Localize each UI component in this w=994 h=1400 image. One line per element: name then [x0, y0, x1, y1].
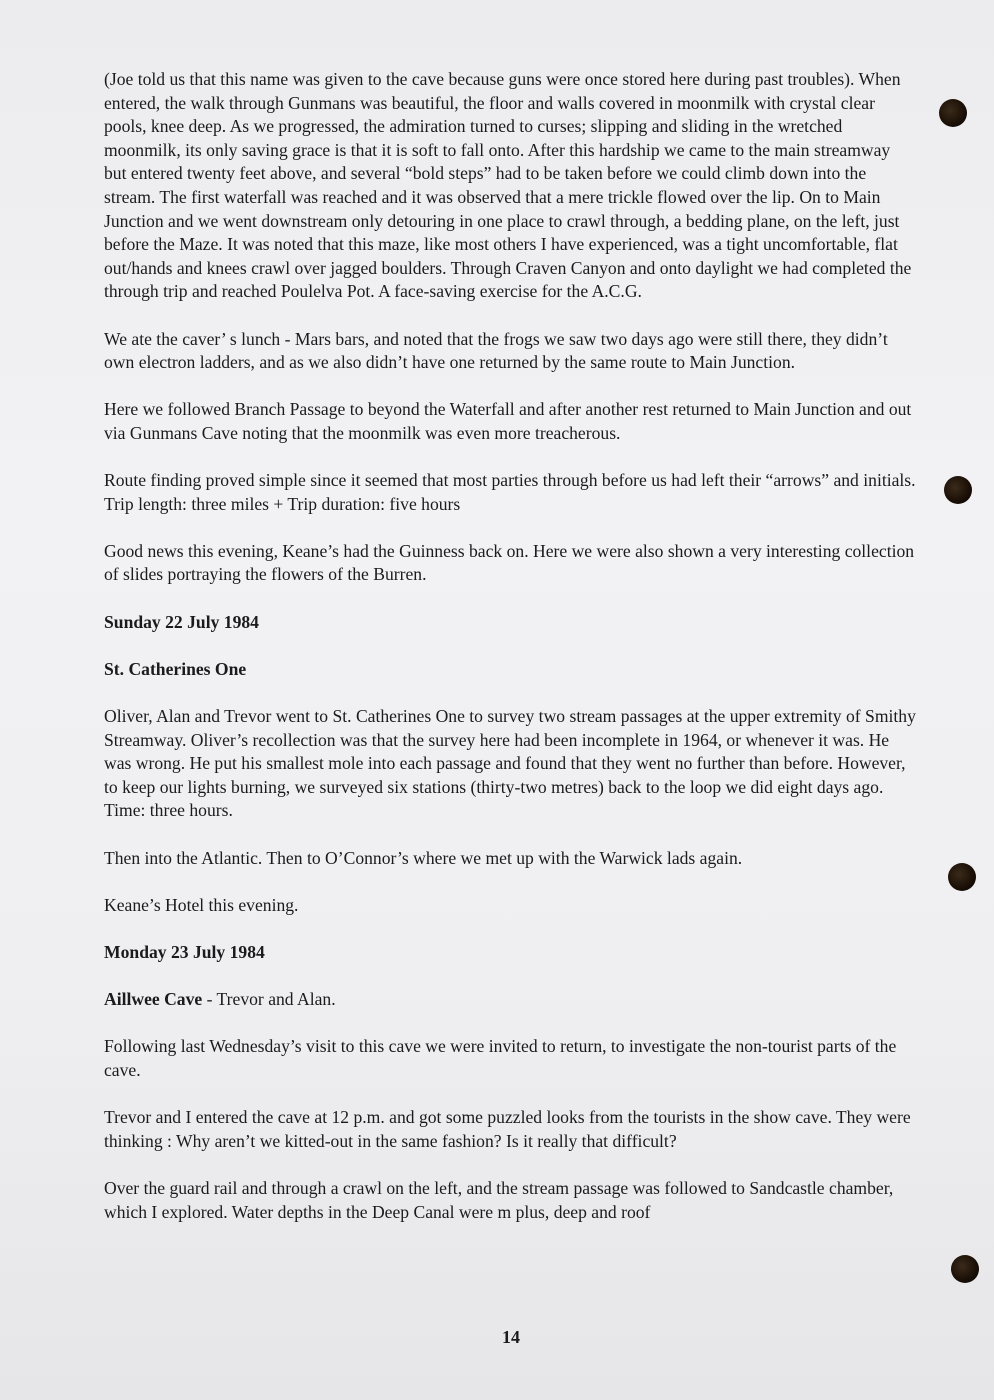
punch-hole	[951, 1255, 979, 1283]
paragraph-gunmans-cave: (Joe told us that this name was given to the cave because guns were once stored here during past troubles). When entered, the walk through Gunmans was beautiful, the floor and walls covered in moonmilk with crystal clear pools, knee deep. As we progressed, the admiration turned to curses; slipping and sliding in the wretched moonmilk, its only saving grace is that it is soft to fall onto. After this hardship we came to the main streamway but entered twenty feet above, and several “bold steps” had to be taken before we could climb down into the stream. The first waterfall was reached and it was observed that a mere trickle flowed over the lip. On to Main Junction and we went downstream only detouring in one place to crawl through, a bedding plane, on the left, just before the Maze. It was noted that this maze, like most others I have experienced, was a tight uncomfortable, flat out/hands and knees crawl over jagged boulders. Through Craven Canyon and onto daylight we had completed the through trip and reached Poulelva Pot. A face-saving exercise for the A.C.G.	[104, 69, 912, 302]
cave-heading-st-catherines: St. Catherines One	[104, 658, 247, 679]
date-heading-sunday: Sunday 22 July 1984	[104, 611, 259, 632]
page-number: 14	[502, 1327, 520, 1347]
paragraph-good-news: Good news this evening, Keane’s had the Guinness back on. Here we were also shown a very interesting collection of slides portraying the flowers of the Burren.	[104, 540, 915, 585]
cave-people: - Trevor and Alan.	[202, 989, 336, 1010]
punch-hole	[948, 863, 976, 891]
paragraph-invitation: Following last Wednesday’s visit to this cave we were invited to return, to investigate the non-tourist parts of the cave.	[104, 1036, 897, 1080]
date-heading-monday: Monday 23 July 1984	[104, 941, 265, 962]
paragraph-atlantic: Then into the Atlantic. Then to O’Connor’s where we met up with the Warwick lads again.	[104, 847, 743, 868]
cave-name-aillwee: Aillwee Cave	[104, 989, 203, 1010]
paragraph-route-finding: Route finding proved simple since it seemed that most parties through before us had left their “arrows” and initials. Trip length: three miles + Trip duration: five hours	[104, 470, 916, 514]
paragraph-tourists: Trevor and I entered the cave at 12 p.m. and got some puzzled looks from the tourists in the show cave. They were thinking : Why aren’t we kitted-out in the same fashion? Is it really that difficult?	[104, 1107, 911, 1151]
cave-line-aillwee	[104, 988, 916, 1012]
punch-hole	[944, 476, 972, 504]
paragraph-branch-passage: Here we followed Branch Passage to beyond the Waterfall and after another rest returned to Main Junction and out via Gunmans Cave noting that the moonmilk was even more treacherous.	[104, 399, 912, 443]
paragraph-cavers-lunch: We ate the caver’ s lunch - Mars bars, and noted that the frogs we saw two days ago were still there, they didn’t own electron ladders, and as we also didn’t have one returned by the same route to Main Junction.	[104, 328, 888, 373]
punch-hole	[939, 99, 967, 127]
page-body	[104, 68, 916, 1248]
paragraph-survey: Oliver, Alan and Trevor went to St. Catherines One to survey two stream passages at the upper extremity of Smithy Streamway. Oliver’s recollection was that the survey here had been incomplete in 1964, or whenever it was. He was wrong. He put his smallest mole into each passage and found that they went no further than before. However, to keep our lights burning, we surveyed six stations (thirty-two metres) back to the loop we did eight days ago. Time: three hours.	[104, 706, 916, 821]
paragraph-guard-rail: Over the guard rail and through a crawl on the left, and the stream passage was followed to Sandcastle chamber, which I explored. Water depths in the Deep Canal were m plus, deep and roof	[104, 1177, 894, 1222]
paragraph-keanes-hotel: Keane’s Hotel this evening.	[104, 894, 299, 915]
